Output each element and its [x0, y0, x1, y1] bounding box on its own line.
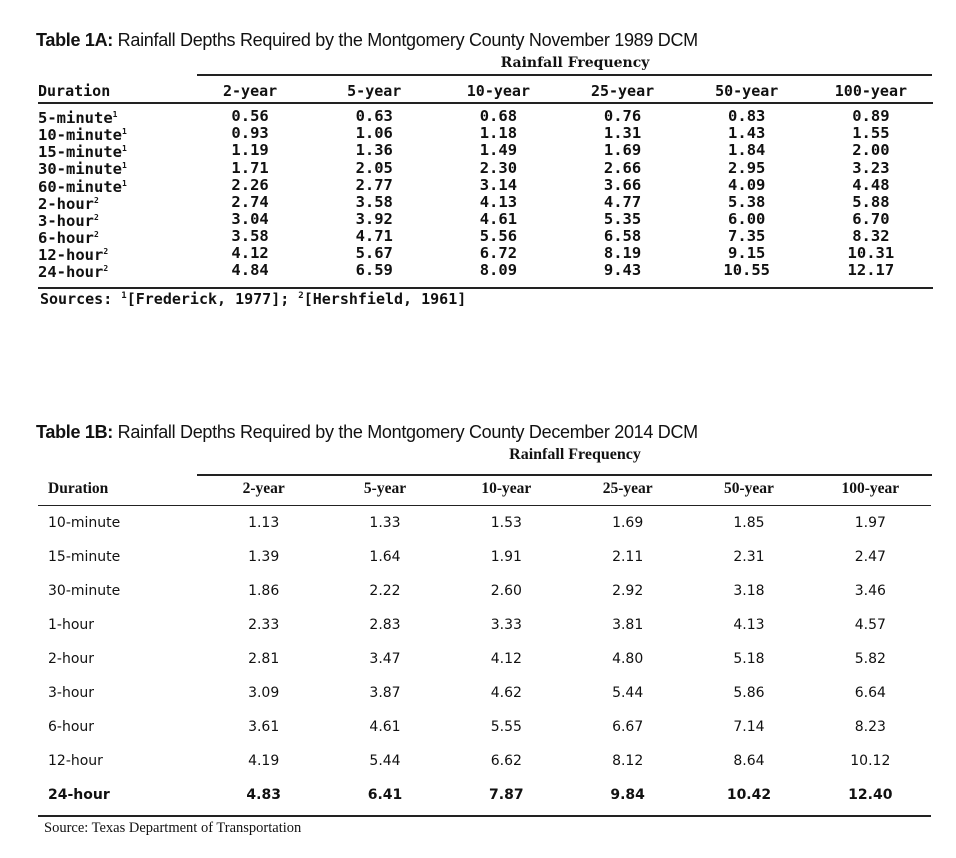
table-row	[38, 245, 933, 262]
duration-cell	[38, 159, 188, 179]
value-cell: 1.85	[733, 515, 765, 531]
column-header: 25-year	[602, 479, 653, 497]
duration-cell	[38, 125, 188, 145]
value-cell: 6.70	[852, 210, 890, 229]
value-cell: 5.86	[733, 685, 765, 701]
table-1a-sources	[40, 290, 466, 308]
value-cell: 4.61	[479, 210, 518, 229]
value-cell: 1.13	[248, 515, 280, 531]
table-row	[38, 540, 931, 574]
value-cell: 3.18	[733, 583, 765, 599]
table-row	[38, 177, 933, 194]
value-cell: 3.09	[248, 685, 280, 701]
duration-cell: 3-hour	[48, 685, 95, 701]
value-cell: 2.00	[852, 141, 890, 160]
duration-cell	[38, 228, 188, 248]
duration-cell	[38, 142, 188, 162]
table-row	[38, 676, 931, 710]
value-cell: 8.09	[479, 261, 518, 280]
value-cell: 0.56	[231, 107, 269, 126]
value-cell: 1.97	[854, 515, 886, 531]
value-cell: 3.58	[231, 227, 269, 246]
value-cell: 3.04	[231, 210, 269, 229]
value-cell: 4.12	[231, 244, 269, 263]
value-cell: 2.83	[369, 617, 401, 633]
duration-label: 10-minute	[38, 126, 122, 145]
value-cell: 4.62	[490, 685, 522, 701]
table-1b-group-header: Rainfall Frequency	[509, 446, 641, 463]
value-cell: 4.09	[728, 175, 766, 194]
value-cell: 4.77	[603, 192, 642, 211]
table-row	[38, 103, 933, 125]
value-cell: 8.23	[854, 719, 886, 735]
value-cell: 2.92	[612, 583, 644, 599]
table-1a-header-row	[38, 80, 933, 103]
value-cell: 0.68	[479, 107, 518, 126]
value-cell: 7.87	[489, 787, 524, 803]
value-cell: 5.35	[603, 210, 642, 229]
duration-label: 24-hour	[38, 263, 104, 282]
value-cell: 3.47	[369, 651, 401, 667]
duration-cell: 2-hour	[48, 651, 95, 667]
value-cell: 0.63	[355, 107, 393, 126]
value-cell: 5.55	[490, 719, 522, 735]
value-cell: 5.38	[728, 192, 766, 211]
duration-cell: 30-minute	[48, 583, 121, 599]
duration-cell: 6-hour	[48, 719, 95, 735]
duration-label: 6-hour	[38, 229, 94, 248]
table-row	[38, 194, 933, 211]
value-cell: 4.80	[612, 651, 644, 667]
table-row	[38, 744, 931, 778]
value-cell: 6.62	[490, 753, 522, 769]
duration-label: 3-hour	[38, 212, 94, 231]
duration-cell	[38, 177, 188, 194]
value-cell: 3.33	[490, 617, 522, 633]
source-2-mark: 2	[298, 291, 304, 301]
value-cell: 1.31	[603, 124, 642, 143]
value-cell: 12.17	[847, 261, 895, 280]
duration-cell	[38, 103, 188, 128]
duration-cell	[38, 211, 188, 231]
value-cell: 5.88	[852, 192, 890, 211]
value-cell: 4.13	[479, 192, 518, 211]
value-cell: 2.81	[248, 651, 280, 667]
column-header: 2-year	[222, 82, 278, 100]
value-cell: 3.46	[854, 583, 886, 599]
table-1b-source: Source: Texas Department of Transportation	[44, 820, 302, 836]
column-header: 5-year	[347, 82, 402, 100]
value-cell: 10.55	[723, 261, 771, 280]
value-cell: 1.36	[355, 141, 393, 160]
value-cell: 2.95	[728, 158, 766, 177]
value-cell: 3.58	[355, 192, 393, 211]
column-header: Duration	[48, 479, 109, 497]
value-cell: 1.84	[728, 141, 766, 160]
value-cell: 1.53	[490, 515, 522, 531]
value-cell: 3.14	[479, 175, 518, 194]
value-cell: 2.47	[854, 549, 886, 565]
footnote-mark: 1	[112, 110, 118, 119]
value-cell: 3.92	[355, 210, 393, 229]
value-cell: 12.40	[848, 787, 893, 803]
value-cell: 8.19	[603, 244, 642, 263]
table-row	[38, 574, 931, 608]
value-cell: 1.91	[490, 549, 522, 565]
value-cell: 0.83	[728, 107, 766, 126]
value-cell: 1.43	[728, 124, 766, 143]
footnote-mark: 2	[94, 195, 99, 205]
value-cell: 6.64	[854, 685, 886, 701]
value-cell: 3.61	[248, 719, 280, 735]
table-1a-group-rule	[197, 74, 932, 76]
footnote-mark: 1	[122, 161, 127, 171]
table-1b-caption	[36, 422, 698, 443]
table-row	[38, 228, 933, 245]
column-header: 25-year	[590, 82, 655, 100]
value-cell: 10.42	[726, 787, 772, 803]
value-cell: 0.93	[231, 124, 269, 143]
value-cell: 0.76	[603, 107, 642, 126]
value-cell: 1.55	[852, 124, 890, 143]
footnote-mark: 1	[122, 127, 127, 137]
value-cell: 6.00	[728, 210, 766, 229]
source-1: [Frederick, 1977];	[126, 290, 299, 308]
value-cell: 2.60	[490, 583, 522, 599]
duration-label: 15-minute	[38, 143, 122, 162]
value-cell: 9.84	[610, 787, 645, 803]
column-header: 2-year	[242, 479, 285, 497]
value-cell: 3.66	[603, 175, 642, 194]
column-header: 50-year	[724, 479, 774, 497]
value-cell: 8.32	[852, 227, 890, 246]
table-row	[38, 142, 933, 159]
value-cell: 2.22	[369, 583, 401, 599]
table-row	[38, 262, 933, 279]
value-cell: 7.35	[728, 227, 766, 246]
column-header: 5-year	[363, 479, 407, 497]
table-1b-label: Table 1B:	[36, 422, 113, 442]
value-cell: 6.41	[367, 787, 403, 803]
value-cell: 1.18	[479, 124, 518, 143]
value-cell: 4.83	[246, 787, 281, 803]
value-cell: 2.31	[733, 549, 765, 565]
column-header: 10-year	[481, 479, 532, 497]
table-row	[38, 159, 933, 176]
value-cell: 4.13	[733, 617, 765, 633]
table-row	[38, 506, 931, 541]
table-1b-bottom-rule	[38, 815, 931, 817]
column-header: 50-year	[715, 82, 779, 100]
value-cell: 1.71	[231, 158, 269, 177]
value-cell: 1.06	[355, 124, 393, 143]
duration-label: 60-minute	[38, 177, 122, 196]
sources-label: Sources:	[40, 290, 122, 308]
duration-cell: 12-hour	[48, 753, 103, 769]
column-header: 10-year	[466, 82, 530, 100]
value-cell: 3.23	[852, 158, 890, 177]
duration-cell: 10-minute	[48, 515, 121, 531]
value-cell: 9.15	[728, 244, 766, 263]
duration-label: 12-hour	[38, 246, 104, 265]
value-cell: 8.64	[733, 753, 765, 769]
value-cell: 9.43	[603, 261, 642, 280]
table-1a	[38, 80, 933, 280]
table-row	[38, 608, 931, 642]
value-cell: 4.19	[248, 753, 280, 769]
duration-cell	[38, 194, 188, 211]
table-1b-header-row	[38, 472, 931, 506]
value-cell: 1.64	[369, 549, 401, 565]
table-1b	[38, 472, 931, 812]
value-cell: 4.84	[231, 261, 269, 280]
duration-cell: 1-hour	[48, 617, 95, 633]
value-cell: 2.33	[248, 617, 280, 633]
value-cell: 2.74	[231, 192, 269, 211]
value-cell: 5.44	[612, 685, 644, 701]
footnote-mark: 2	[103, 264, 109, 274]
footnote-mark: 2	[103, 247, 109, 257]
duration-label: 5-minute	[38, 109, 113, 128]
value-cell: 1.69	[612, 515, 644, 531]
table-1a-bottom-rule	[38, 287, 933, 289]
value-cell: 6.59	[355, 261, 393, 280]
value-cell: 4.57	[854, 617, 886, 633]
table-1a-label: Table 1A:	[36, 30, 113, 50]
table-1b-title: Rainfall Depths Required by the Montgomery County December 2014 DCM	[112, 422, 698, 442]
value-cell: 6.72	[479, 244, 518, 263]
value-cell: 1.19	[231, 141, 269, 160]
value-cell: 10.12	[850, 753, 891, 769]
table-1a-group-header: Rainfall Frequency	[500, 55, 650, 71]
table-1a-title: Rainfall Depths Required by the Montgomery County November 1989 DCM	[112, 30, 698, 50]
source-1-mark: 1	[121, 291, 127, 301]
value-cell: 1.39	[248, 549, 280, 565]
duration-cell	[38, 245, 188, 265]
value-cell: 8.12	[612, 753, 644, 769]
value-cell: 5.18	[733, 651, 765, 667]
value-cell: 1.86	[248, 583, 280, 599]
value-cell: 3.87	[369, 685, 401, 701]
value-cell: 6.67	[612, 719, 644, 735]
value-cell: 1.33	[369, 515, 401, 531]
value-cell: 5.56	[479, 227, 518, 246]
value-cell: 10.31	[847, 244, 895, 263]
duration-label: 2-hour	[38, 194, 94, 213]
value-cell: 2.26	[231, 175, 269, 194]
duration-cell: 24-hour	[48, 787, 110, 803]
footnote-mark: 2	[94, 230, 99, 240]
value-cell: 4.48	[852, 175, 890, 194]
value-cell: 7.14	[733, 719, 765, 735]
value-cell: 3.81	[612, 617, 644, 633]
source-2: [Hershfield, 1961]	[303, 290, 467, 308]
value-cell: 5.44	[369, 753, 401, 769]
table-row	[38, 211, 933, 228]
footnote-mark: 1	[122, 144, 127, 154]
table-row	[38, 778, 931, 812]
value-cell: 5.67	[355, 244, 393, 263]
column-header: 100-year	[841, 479, 900, 497]
value-cell: 4.61	[369, 719, 401, 735]
value-cell: 2.77	[355, 175, 393, 194]
value-cell: 1.49	[479, 141, 518, 160]
value-cell: 4.71	[355, 227, 393, 246]
duration-cell	[38, 262, 188, 282]
duration-cell: 15-minute	[48, 549, 121, 565]
table-row	[38, 710, 931, 744]
value-cell: 4.12	[490, 651, 522, 667]
value-cell: 0.89	[852, 107, 890, 126]
column-header: Duration	[38, 82, 111, 100]
value-cell: 1.69	[603, 141, 642, 160]
column-header: 100-year	[834, 82, 908, 100]
table-1a-caption	[36, 30, 698, 51]
value-cell: 2.05	[355, 158, 393, 177]
footnote-mark: 2	[94, 212, 99, 222]
value-cell: 2.11	[612, 549, 644, 565]
table-row	[38, 642, 931, 676]
value-cell: 6.58	[603, 227, 642, 246]
duration-label: 30-minute	[38, 160, 122, 179]
value-cell: 5.82	[854, 651, 886, 667]
value-cell: 2.30	[479, 158, 518, 177]
value-cell: 2.66	[603, 158, 642, 177]
table-row	[38, 125, 933, 142]
footnote-mark: 1	[122, 178, 127, 188]
